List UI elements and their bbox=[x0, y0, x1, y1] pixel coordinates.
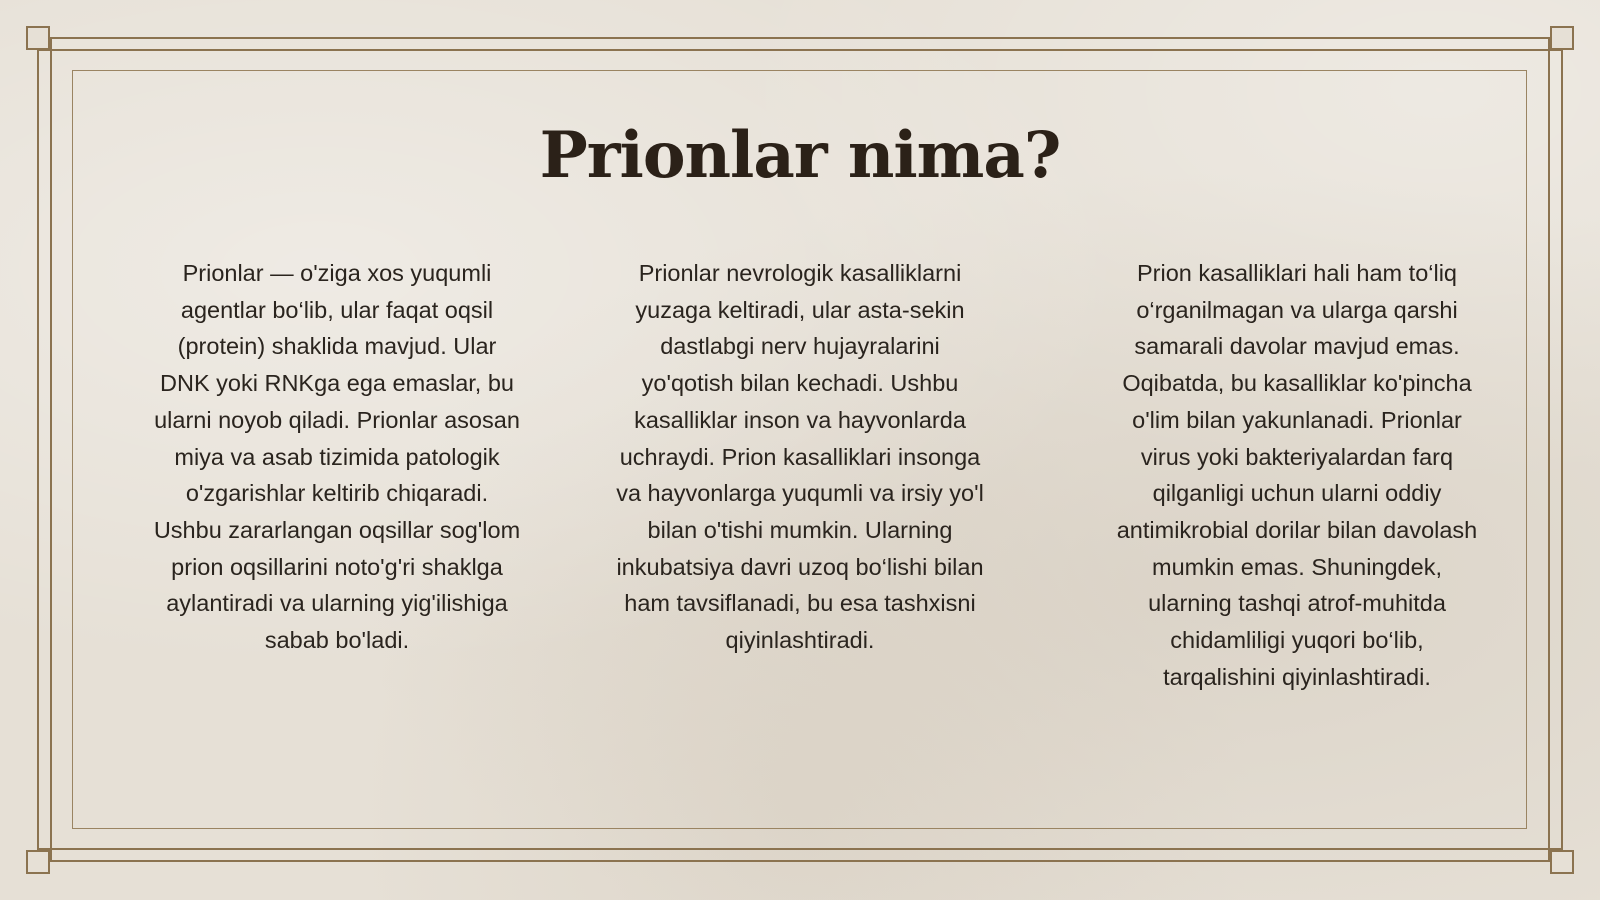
frame-corner-top-right bbox=[1550, 26, 1574, 50]
slide-title: Prionlar nima? bbox=[539, 118, 1061, 193]
frame-corner-bottom-right bbox=[1550, 850, 1574, 874]
text-column-1: Prionlar — o'ziga xos yuqumli agentlar bo‘lib, ular faqat oqsil (protein) shaklida mavjud. Ular DNK yoki RNKga ega emaslar, bu ularni noyob qiladi. Prionlar asosan miya va asab tizimida patologik o'zgarishlar keltirib chiqaradi. Ushbu zararlangan oqsillar sog'lom prion oqsillarini noto'g'ri shaklga aylantiradi va ularning yig'ilishiga sabab bo'ladi. bbox=[153, 260, 521, 654]
frame-corner-bottom-left bbox=[26, 850, 50, 874]
frame-top-line-outer bbox=[38, 37, 1562, 39]
text-column-2: Prionlar nevrologik kasalliklarni yuzaga keltiradi, ular asta-sekin dastlabgi nerv hujayralarini yo'qotish bilan kechadi. Ushbu kasalliklar inson va hayvonlarda uchraydi. Prion kasalliklari insonga va hayvonlarga yuqumli va irsiy yo'l bilan o'tishi mumkin. Ularning inkubatsiya davri uzoq bo‘lishi bilan ham tavsiflanadi, bu esa tashxisni qiyinlashtiradi. bbox=[616, 260, 984, 654]
frame-top-line-inner bbox=[38, 49, 1562, 51]
frame-bottom-line-inner bbox=[38, 848, 1562, 850]
frame-bottom-line-outer bbox=[38, 860, 1562, 862]
frame-corner-top-left bbox=[26, 26, 50, 50]
text-column-3: Prion kasalliklari hali ham to‘liq o‘rganilmagan va ularga qarshi samarali davolar mavjud emas. Oqibatda, bu kasalliklar ko'pincha o'lim bilan yakunlanadi. Prionlar virus yoki bakteriyalardan farq qilganligi uchun ularni oddiy antimikrobial dorilar bilan davolash mumkin emas. Shuningdek, ularning tashqi atrof-muhitda chidamliligi yuqori bo‘lib, tarqalishini qiyinlashtiradi. bbox=[1116, 260, 1478, 690]
